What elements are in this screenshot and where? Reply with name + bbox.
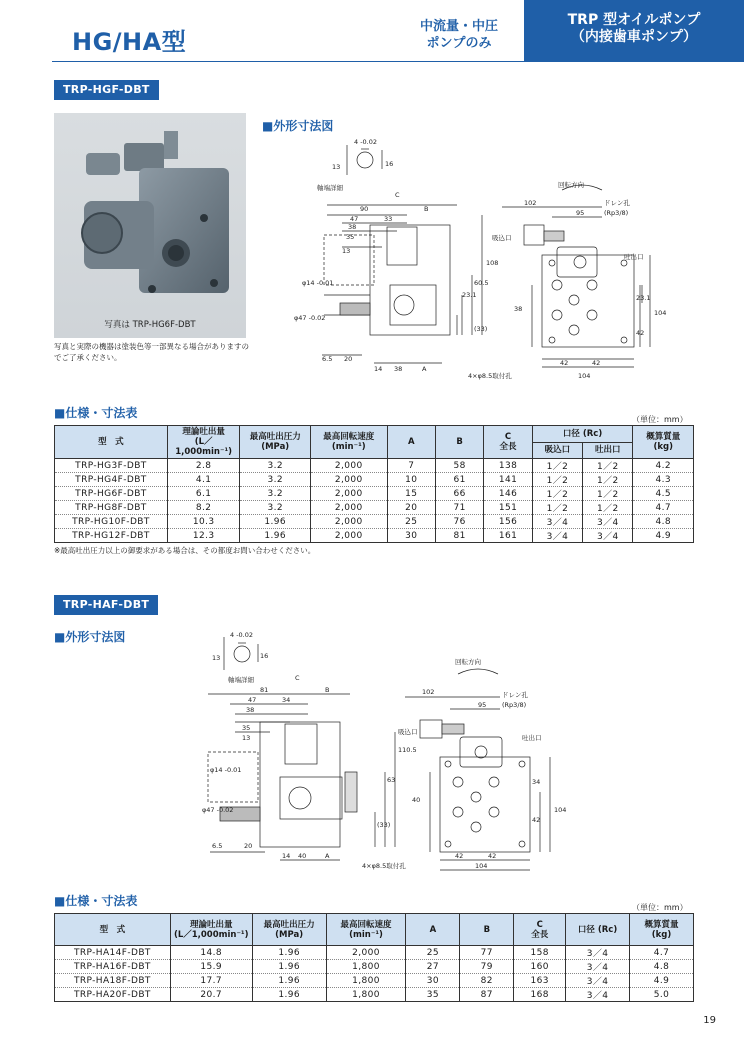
col-model-2: 型 式 xyxy=(55,914,171,946)
cell-pressure: 1.96 xyxy=(252,988,326,1002)
label-shaft-detail: 軸端詳細 xyxy=(317,184,343,192)
col-pressure-2: 最高吐出圧力 (MPa) xyxy=(252,914,326,946)
label-d13-top-2: 13 xyxy=(212,654,221,662)
cell-B: 58 xyxy=(435,459,483,473)
cell-model: TRP-HA16F-DBT xyxy=(55,960,171,974)
cell-out: 3／4 xyxy=(583,515,633,529)
label-d20: 20 xyxy=(344,355,353,363)
drawing-heading-hgf: ■外形寸法図 xyxy=(262,119,334,133)
label-d42-front-2: 42 xyxy=(532,816,541,824)
cell-in: 1／2 xyxy=(532,487,582,501)
col-pressure: 最高吐出圧力 (MPa) xyxy=(240,426,311,459)
cell-model: TRP-HG12F-DBT xyxy=(55,529,168,543)
cell-flow: 2.8 xyxy=(167,459,240,473)
label-d35-2: 35 xyxy=(242,724,251,732)
unit-label-haf: （単位：mm） xyxy=(632,903,688,912)
cell-B: 66 xyxy=(435,487,483,501)
cell-C: 138 xyxy=(484,459,532,473)
unit-label-hgf: （単位：mm） xyxy=(632,415,688,424)
label-C: C xyxy=(395,191,400,199)
cell-A: 35 xyxy=(406,988,460,1002)
label-d63-2: 63 xyxy=(387,776,396,784)
cell-C: 163 xyxy=(514,974,566,988)
col-C-2: C 全長 xyxy=(514,914,566,946)
cell-C: 146 xyxy=(484,487,532,501)
photo-note: 写真と実際の機器は塗装色等一部異なる場合がありますのでご了承ください。 xyxy=(54,342,249,362)
table-row xyxy=(55,515,694,529)
label-suction-2: 吸込口 xyxy=(398,728,418,736)
cell-port: 3／4 xyxy=(566,960,630,974)
label-A: A xyxy=(422,365,427,373)
header-category xyxy=(400,18,518,52)
label-d42b: 42 xyxy=(592,359,601,367)
cell-speed: 2,000 xyxy=(310,529,387,543)
label-d102: 102 xyxy=(524,199,537,207)
cell-pressure: 3.2 xyxy=(240,487,311,501)
label-d16-2: 16 xyxy=(260,652,269,660)
header-category-line1: 中流量・中圧 xyxy=(419,19,498,34)
col-model: 型 式 xyxy=(55,426,168,459)
label-drain-spec-2: (Rp3/8) xyxy=(502,701,527,709)
label-d47: 47 xyxy=(350,215,359,223)
label-shaft-detail-2: 軸端詳細 xyxy=(228,676,254,684)
label-suction: 吸込口 xyxy=(492,234,512,242)
label-d42-front: 42 xyxy=(636,329,645,337)
table-heading-hgf: ■仕様・寸法表 xyxy=(54,406,138,420)
label-drain-2: ドレン孔 xyxy=(502,691,528,699)
dimension-drawing-hgf xyxy=(262,135,682,385)
col-mass-2: 概算質量 (kg) xyxy=(630,914,694,946)
cell-A: 30 xyxy=(406,974,460,988)
col-flow: 理論吐出量 (L／1,000min⁻¹) xyxy=(167,426,240,459)
cell-out: 1／2 xyxy=(583,473,633,487)
col-port-2: 口径 (Rc) xyxy=(566,914,630,946)
cell-A: 15 xyxy=(387,487,435,501)
label-d1105-2: 110.5 xyxy=(398,746,417,754)
label-d104-2: 104 xyxy=(475,862,488,870)
cell-model: TRP-HA18F-DBT xyxy=(55,974,171,988)
cell-flow: 15.9 xyxy=(170,960,252,974)
cell-flow: 17.7 xyxy=(170,974,252,988)
header-category-line2: ポンプのみ xyxy=(426,36,492,51)
cell-pressure: 1.96 xyxy=(252,946,326,960)
label-d33p-2: (33) xyxy=(377,821,391,829)
cell-A: 7 xyxy=(387,459,435,473)
label-d14-2: 14 xyxy=(282,852,291,860)
cell-port: 3／4 xyxy=(566,946,630,960)
table-row xyxy=(55,974,694,988)
cell-flow: 10.3 xyxy=(167,515,240,529)
cell-B: 81 xyxy=(435,529,483,543)
cell-pressure: 1.96 xyxy=(240,529,311,543)
label-B: B xyxy=(424,205,429,213)
cell-mass: 4.8 xyxy=(633,515,694,529)
label-mount-2: 4×φ8.5取付孔 xyxy=(362,862,406,870)
cell-mass: 4.7 xyxy=(633,501,694,515)
table-heading-haf: ■仕様・寸法表 xyxy=(54,894,138,908)
cell-C: 156 xyxy=(484,515,532,529)
cell-pressure: 1.96 xyxy=(240,515,311,529)
cell-port: 3／4 xyxy=(566,988,630,1002)
header-product-box xyxy=(524,0,744,62)
cell-B: 82 xyxy=(460,974,514,988)
cell-flow: 12.3 xyxy=(167,529,240,543)
label-drain-spec: (Rp3/8) xyxy=(604,209,629,217)
table-row xyxy=(55,473,694,487)
label-phi14: φ14 -0.01 xyxy=(302,279,334,287)
cell-mass: 4.9 xyxy=(633,529,694,543)
label-d33p: (33) xyxy=(474,325,488,333)
label-d14: 14 xyxy=(374,365,383,373)
pump-photo-image xyxy=(54,113,246,313)
label-d108: 108 xyxy=(486,259,499,267)
cell-mass: 4.8 xyxy=(630,960,694,974)
label-B-2: B xyxy=(325,686,330,694)
cell-out: 1／2 xyxy=(583,487,633,501)
section-tag-hgf: TRP-HGF-DBT xyxy=(54,80,159,100)
cell-speed: 2,000 xyxy=(310,515,387,529)
cell-pressure: 3.2 xyxy=(240,501,311,515)
table-row xyxy=(55,529,694,543)
label-key: 4 -0.02 xyxy=(354,138,378,146)
col-port: 口径 (Rc) xyxy=(532,426,633,443)
table-row xyxy=(55,960,694,974)
cell-pressure: 3.2 xyxy=(240,473,311,487)
label-phi14-2: φ14 -0.01 xyxy=(210,766,242,774)
cell-speed: 2,000 xyxy=(310,459,387,473)
label-d34-2: 34 xyxy=(282,696,291,704)
table-row xyxy=(55,501,694,515)
header-divider xyxy=(52,61,744,62)
header-product-line1: TRP 型オイルポンプ xyxy=(567,12,701,28)
cell-B: 77 xyxy=(460,946,514,960)
cell-B: 61 xyxy=(435,473,483,487)
cell-model: TRP-HA20F-DBT xyxy=(55,988,171,1002)
col-A-2: A xyxy=(406,914,460,946)
header-product-line2: （内接歯車ポンプ） xyxy=(570,29,698,45)
col-mass: 概算質量 (kg) xyxy=(633,426,694,459)
label-d65: 6.5 xyxy=(322,355,333,363)
label-d33: 33 xyxy=(384,215,393,223)
label-d95: 95 xyxy=(576,209,585,217)
cell-A: 25 xyxy=(387,515,435,529)
cell-model: TRP-HG4F-DBT xyxy=(55,473,168,487)
cell-model: TRP-HG6F-DBT xyxy=(55,487,168,501)
label-d38-front: 38 xyxy=(514,305,523,313)
label-rotation-2: 回転方向 xyxy=(455,658,481,666)
label-d35: 35 xyxy=(346,233,355,241)
label-key-2: 4 -0.02 xyxy=(230,631,254,639)
cell-mass: 4.5 xyxy=(633,487,694,501)
cell-flow: 14.8 xyxy=(170,946,252,960)
cell-B: 76 xyxy=(435,515,483,529)
cell-in: 3／4 xyxy=(532,515,582,529)
label-d38-bottom: 38 xyxy=(394,365,403,373)
label-d13-top: 13 xyxy=(332,163,341,171)
label-d42a: 42 xyxy=(560,359,569,367)
cell-speed: 1,800 xyxy=(326,960,406,974)
col-B-2: B xyxy=(460,914,514,946)
col-A: A xyxy=(387,426,435,459)
cell-speed: 2,000 xyxy=(310,487,387,501)
cell-in: 3／4 xyxy=(532,529,582,543)
cell-speed: 2,000 xyxy=(310,501,387,515)
label-d104: 104 xyxy=(578,372,591,380)
label-discharge: 吐出口 xyxy=(624,253,644,261)
table-row xyxy=(55,459,694,473)
label-d95-2: 95 xyxy=(478,701,487,709)
col-port-out: 吐出口 xyxy=(583,442,633,459)
photo-caption: 写真は TRP-HG6F-DBT xyxy=(104,320,196,330)
cell-C: 158 xyxy=(514,946,566,960)
cell-C: 151 xyxy=(484,501,532,515)
product-photo xyxy=(54,113,246,338)
col-B: B xyxy=(435,426,483,459)
cell-flow: 8.2 xyxy=(167,501,240,515)
cell-speed: 2,000 xyxy=(326,946,406,960)
cell-model: TRP-HG3F-DBT xyxy=(55,459,168,473)
cell-pressure: 3.2 xyxy=(240,459,311,473)
label-d40-2: 40 xyxy=(298,852,307,860)
cell-model: TRP-HG10F-DBT xyxy=(55,515,168,529)
cell-mass: 4.3 xyxy=(633,473,694,487)
col-speed-2: 最高回転速度 (min⁻¹) xyxy=(326,914,406,946)
label-drain: ドレン孔 xyxy=(604,199,630,207)
dimension-drawing-haf xyxy=(190,612,570,877)
label-C-2: C xyxy=(295,674,300,682)
col-port-in: 吸込口 xyxy=(532,442,582,459)
label-discharge-2: 吐出口 xyxy=(522,734,542,742)
label-d42a-2: 42 xyxy=(455,852,464,860)
cell-flow: 20.7 xyxy=(170,988,252,1002)
cell-A: 27 xyxy=(406,960,460,974)
cell-mass: 4.7 xyxy=(630,946,694,960)
cell-out: 1／2 xyxy=(583,501,633,515)
page-number: 19 xyxy=(703,1015,716,1026)
label-d605: 60.5 xyxy=(474,279,489,287)
label-d13: 13 xyxy=(342,247,351,255)
label-mount: 4×φ8.5取付孔 xyxy=(468,372,512,380)
cell-C: 168 xyxy=(514,988,566,1002)
table-row xyxy=(55,487,694,501)
cell-A: 25 xyxy=(406,946,460,960)
cell-speed: 1,800 xyxy=(326,988,406,1002)
label-d40-front-2: 40 xyxy=(412,796,421,804)
cell-B: 87 xyxy=(460,988,514,1002)
label-d90: 90 xyxy=(360,205,369,213)
label-d231: 23.1 xyxy=(462,291,477,299)
cell-flow: 6.1 xyxy=(167,487,240,501)
cell-out: 1／2 xyxy=(583,459,633,473)
label-A-2: A xyxy=(325,852,330,860)
cell-model: TRP-HA14F-DBT xyxy=(55,946,171,960)
cell-flow: 4.1 xyxy=(167,473,240,487)
cell-port: 3／4 xyxy=(566,974,630,988)
label-d65-2: 6.5 xyxy=(212,842,223,850)
page-title: HG/HA型 xyxy=(72,28,187,56)
label-d42b-2: 42 xyxy=(488,852,497,860)
section-tag-haf: TRP-HAF-DBT xyxy=(54,595,158,615)
table-row xyxy=(55,988,694,1002)
label-rotation: 回転方向 xyxy=(558,181,584,189)
cell-C: 160 xyxy=(514,960,566,974)
label-d104-front-2: 104 xyxy=(554,806,567,814)
table-row xyxy=(55,946,694,960)
label-d102-2: 102 xyxy=(422,688,435,696)
label-d20-2: 20 xyxy=(244,842,253,850)
cell-C: 161 xyxy=(484,529,532,543)
cell-in: 1／2 xyxy=(532,459,582,473)
label-d38: 38 xyxy=(348,223,357,231)
cell-pressure: 1.96 xyxy=(252,974,326,988)
label-d34-front-2: 34 xyxy=(532,778,541,786)
label-d47-2: 47 xyxy=(248,696,257,704)
label-d16: 16 xyxy=(385,160,394,168)
footnote-hgf: ※最高吐出圧力以上の御要求がある場合は、その都度お問い合わせください。 xyxy=(54,546,316,555)
col-speed: 最高回転速度 (min⁻¹) xyxy=(310,426,387,459)
label-d13-2: 13 xyxy=(242,734,251,742)
cell-A: 30 xyxy=(387,529,435,543)
label-d38-2: 38 xyxy=(246,706,255,714)
drawing-heading-haf: ■外形寸法図 xyxy=(54,630,126,644)
cell-A: 20 xyxy=(387,501,435,515)
label-d81-2: 81 xyxy=(260,686,269,694)
label-phi47: φ47 -0.02 xyxy=(294,314,326,322)
col-C: C 全長 xyxy=(484,426,532,459)
cell-model: TRP-HG8F-DBT xyxy=(55,501,168,515)
spec-table-haf xyxy=(54,913,694,1002)
cell-B: 79 xyxy=(460,960,514,974)
cell-speed: 1,800 xyxy=(326,974,406,988)
cell-A: 10 xyxy=(387,473,435,487)
spec-table-hgf xyxy=(54,425,694,543)
col-flow-2: 理論吐出量 (L／1,000min⁻¹) xyxy=(170,914,252,946)
cell-mass: 4.9 xyxy=(630,974,694,988)
cell-pressure: 1.96 xyxy=(252,960,326,974)
cell-mass: 5.0 xyxy=(630,988,694,1002)
cell-C: 141 xyxy=(484,473,532,487)
cell-in: 1／2 xyxy=(532,501,582,515)
cell-out: 3／4 xyxy=(583,529,633,543)
label-phi47-2: φ47 -0.02 xyxy=(202,806,234,814)
cell-B: 71 xyxy=(435,501,483,515)
cell-mass: 4.2 xyxy=(633,459,694,473)
cell-speed: 2,000 xyxy=(310,473,387,487)
cell-in: 1／2 xyxy=(532,473,582,487)
label-d231-front: 23.1 xyxy=(636,294,651,302)
label-d104-front: 104 xyxy=(654,309,667,317)
